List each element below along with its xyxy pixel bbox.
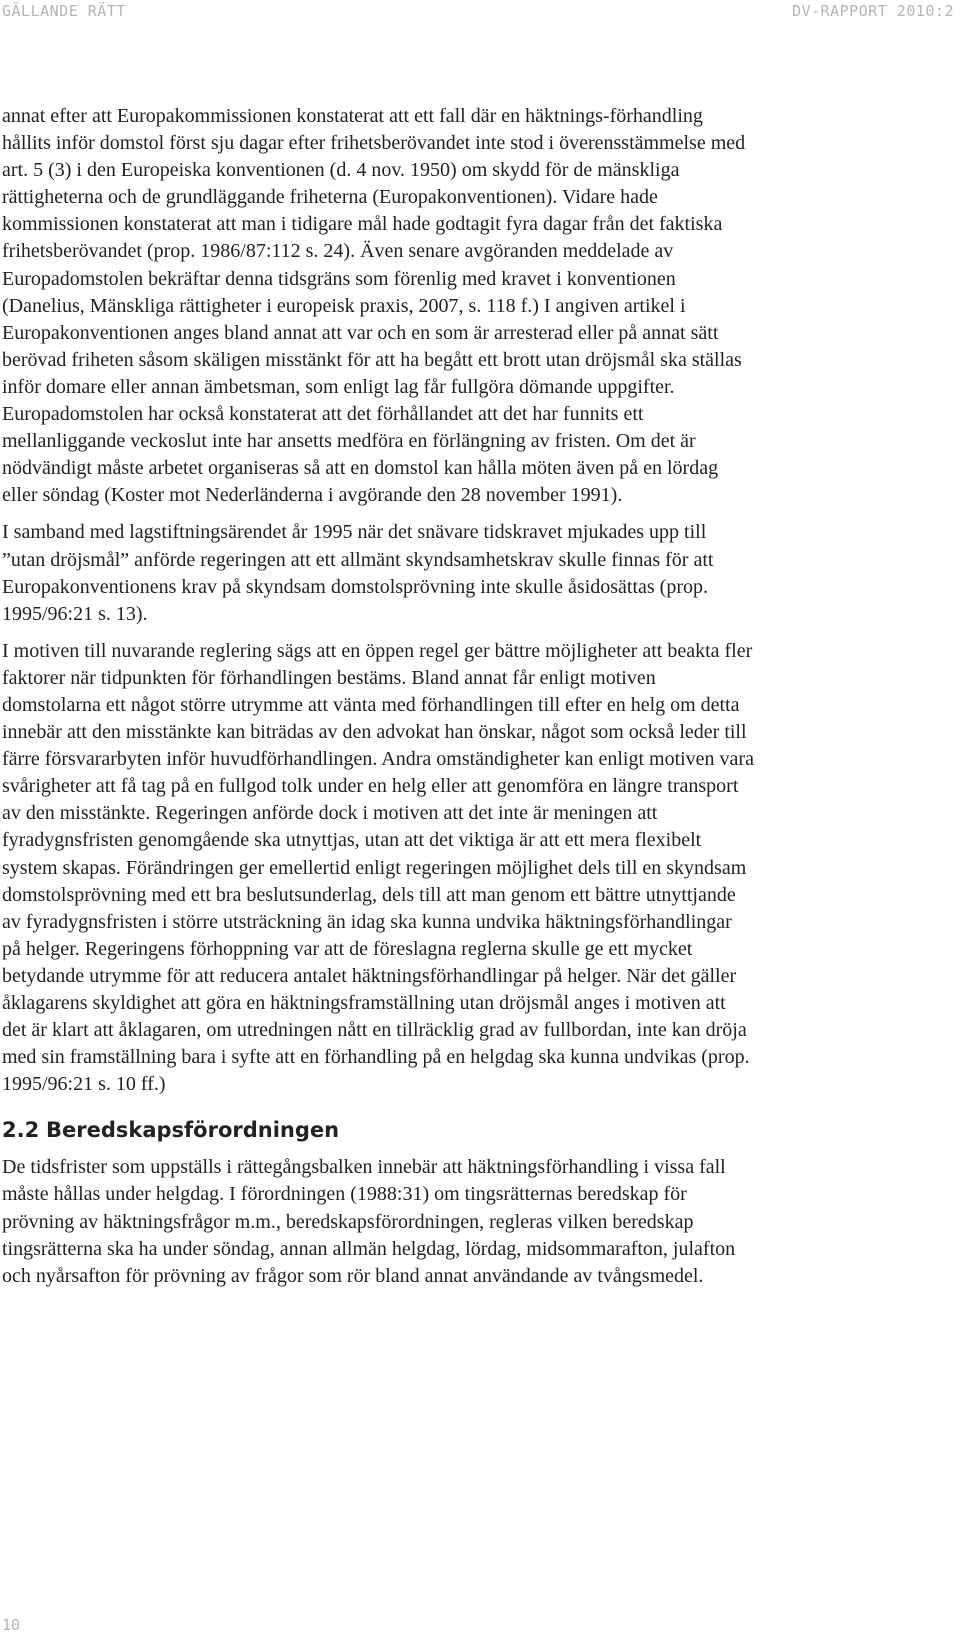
page-number: 10 [2, 1616, 21, 1634]
paragraph: De tidsfrister som uppställs i rättegångsbalken innebär att häktningsförhandling i vissa fall måste hållas under helgdag. I förordningen (1988:31) om tingsrätternas beredskap för prövning av häktningsfrågor m.m., beredskapsförordningen, regleras vilken beredskap tingsrätterna ska ha under söndag, annan allmän helgdag, lördag, midsommarafton, julafton och nyårsafton för prövning av frågor som rör bland annat användande av tvångsmedel. [2, 1156, 736, 1287]
section-heading [2, 1116, 754, 1144]
section-number: 2.2 [2, 1118, 40, 1143]
document-body [2, 103, 754, 1300]
paragraph: I samband med lagstiftningsärendet år 1995 när det snävare tidskravet mjukades upp till ”utan dröjsmål” anförde regeringen att ett allmänt skyndsamhetskrav skulle finnas för att Europakonventionens krav på skyndsam domstolsprövning inte skulle åsidosättas (prop. 1995/96:21 s. 13). [2, 521, 714, 625]
paragraph: annat efter att Europakommissionen konstaterat att ett fall där en häktnings-förhandling hållits inför domstol först sju dagar efter frihetsberövandet inte stod i överensstämmelse med art. 5 (3) i den Europeiska konventionen (d. 4 nov. 1950) om skydd för de mänskliga rättigheterna och de grundläggande friheterna (Europakonventionen). Vidare hade kommissionen konstaterat att man i tidigare mål hade godtagit fyra dagar från det faktiska frihetsberövandet (prop. 1986/87:112 s. 24). Även senare avgöranden meddelade av Europadomstolen bekräftar denna tidsgräns som förenlig med kravet i konventionen (Danelius, Mänskliga rättigheter i europeisk praxis, 2007, s. 118 f.) I angiven artikel i Europakonventionen anges bland annat att var och en som är arresterad eller på annat sätt berövad friheten såsom skäligen misstänkt för att ha begått ett brott utan dröjsmål ska ställas inför domare eller annan ämbetsman, som enligt lag får fullgöra dömande uppgifter. Europadomstolen har också konstaterat att det förhållandet att det har funnits ett mellanliggande veckoslut inte har ansetts medföra en förlängning av fristen. Om det är nödvändigt måste arbetet organiseras så att en domstol kan hålla möten även på en lördag eller söndag (Koster mot Nederländerna i avgörande den 28 november 1991). [2, 105, 746, 507]
running-header [0, 0, 960, 24]
running-header-left: GÄLLANDE RÄTT [2, 2, 126, 20]
section-title: Beredskapsförordningen [46, 1118, 340, 1143]
running-header-right: DV-RAPPORT 2010:2 [791, 2, 954, 20]
paragraph: I motiven till nuvarande reglering sägs att en öppen regel ger bättre möjligheter att beakta fler faktorer när tidpunkten för förhandlingen bestäms. Bland annat får enligt motiven domstolarna ett något större utrymme att vänta med förhandlingen till efter en helg om detta innebär att den misstänkte kan biträdas av den advokat han önskar, något som också leder till färre försvararbyten inför huvudförhandlingen. Andra omständigheter kan enligt motiven vara svårigheter att få tag på en fullgod tolk under en helg eller att genomföra en längre transport av den misstänkte. Regeringen anförde dock i motiven att det inte är meningen att fyradygnsfristen genomgående ska utnyttjas, utan att det viktiga är att ett mera flexibelt system skapas. Förändringen ger emellertid enligt regeringen möjlighet dels till en skyndsam domstolsprövning med ett bra beslutsunderlag, dels till att man genom ett bättre utnyttjande av fyradygnsfristen i större utsträckning än idag ska kunna undvika häktningsförhandlingar på helger. Regeringens förhoppning var att de föreslagna reglerna skulle ge ett mycket betydande utrymme för att reducera antalet häktningsförhandlingar på helger. När det gäller åklagarens skyldighet att göra en häktningsframställning utan dröjsmål anges i motiven att det är klart att åklagaren, om utredningen nått en tillräcklig grad av fullbordan, inte kan dröja med sin framställning bara i syfte att en förhandling på en helgdag ska kunna undvikas (prop. 1995/96:21 s. 10 ff.) [2, 639, 754, 1096]
